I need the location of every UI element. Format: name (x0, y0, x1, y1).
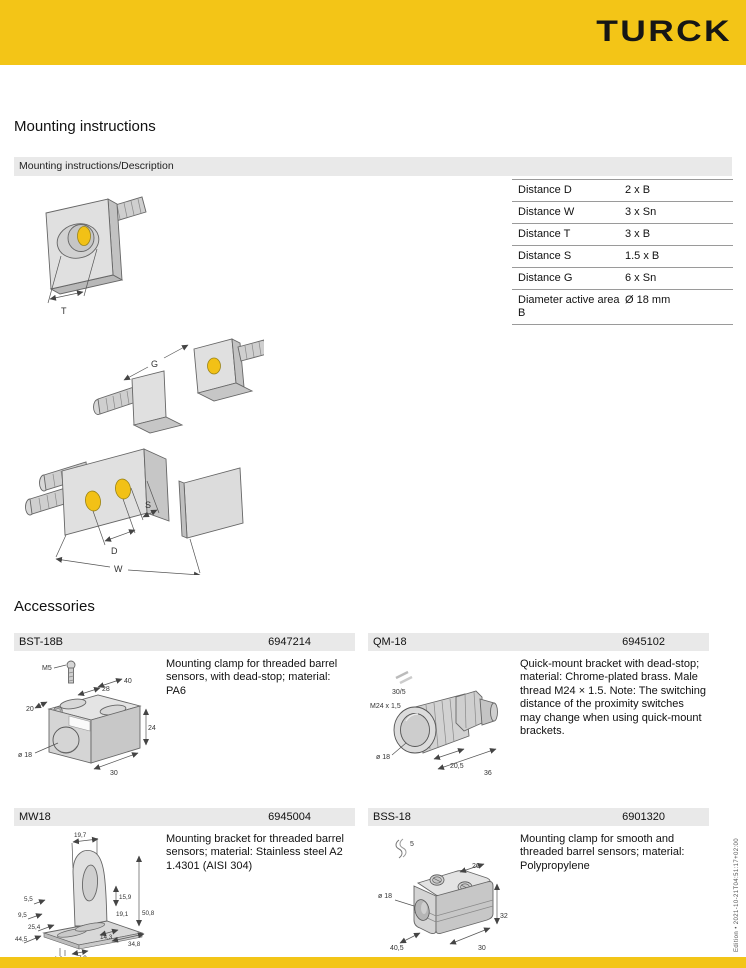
spec-value: Ø 18 mm (625, 294, 671, 306)
dim-label: M5 (42, 665, 52, 672)
dim-label: 15,9 (119, 894, 132, 901)
accessory-card-qm18 (368, 633, 709, 788)
accessory-body (14, 651, 355, 788)
table-row (512, 179, 733, 201)
spec-label: Distance D (518, 184, 572, 196)
dim-label: M24 x 1,5 (370, 703, 401, 710)
mounting-spec-table (512, 179, 733, 325)
accessory-card-bss18 (368, 808, 709, 963)
edition-note: Edition • 2021-10-21T04:51:17+02:00 (734, 837, 740, 952)
spec-label: Diameter active area B (518, 294, 620, 319)
dim-label: 40 (124, 678, 132, 685)
dim-label: 24 (148, 725, 156, 732)
dim-label-t: T (61, 306, 67, 316)
accessory-model: BST-18B (19, 636, 64, 648)
footer-brand-bar (0, 957, 746, 968)
dim-label: 40,5 (390, 945, 404, 952)
dim-label-s: S (145, 500, 152, 510)
accessory-model: MW18 (19, 811, 51, 823)
accessory-header (368, 808, 709, 826)
header-brand-bar (0, 0, 746, 65)
accessory-header (14, 808, 355, 826)
spec-value: 2 x B (625, 184, 651, 196)
accessory-body (368, 826, 709, 963)
qm18-drawing (368, 651, 520, 783)
table-row (512, 201, 733, 223)
page-title-mounting: Mounting instructions (14, 118, 156, 135)
dim-label: 30/5 (392, 689, 406, 696)
mounting-diagram (14, 183, 264, 575)
table-row (512, 289, 733, 325)
accessory-description: Quick-mount bracket with dead-stop; material: Chrome-plated brass. Male thread M24 × 1.5. Note: The switching distance of the proximity switches may change when using quick-mount brackets. (520, 658, 706, 738)
dim-label: 32 (500, 913, 508, 920)
mw18-drawing (14, 826, 166, 964)
dim-label-d: D (111, 546, 118, 556)
accessory-card-mw18 (14, 808, 355, 968)
dim-label: 20 (26, 706, 34, 713)
accessory-description: Mounting clamp for smooth and threaded barrel sensors; material: Polypropylene (520, 833, 685, 872)
page-title-accessories: Accessories (14, 598, 95, 615)
accessory-figure (14, 651, 166, 788)
accessory-description: Mounting clamp for threaded barrel sensors, with dead-stop; material: PA6 (166, 658, 338, 697)
spec-value: 3 x Sn (625, 206, 657, 218)
dim-label: 34,8 (128, 941, 141, 948)
accessory-header (14, 633, 355, 651)
accessory-figure (368, 826, 520, 963)
diagram-flush-mount (46, 197, 146, 316)
accessory-model: BSS-18 (373, 811, 411, 823)
diagram-side-by-side-mount (26, 449, 244, 575)
dim-label: ø 18 (378, 893, 393, 900)
dim-label: 5,5 (24, 896, 33, 903)
accessory-description: Mounting bracket for threaded barrel sensors; material: Stainless steel A2 1.4301 (AISI 304) (166, 833, 344, 872)
table-row (512, 245, 733, 267)
dim-label: 30 (110, 770, 118, 777)
dim-label: 14,3 (100, 934, 113, 941)
dim-label-w: W (114, 564, 123, 574)
section-bar-mounting: Mounting instructions/Description (14, 157, 732, 176)
accessory-ident-no: 6901320 (622, 811, 665, 823)
spec-label: Distance G (518, 272, 573, 284)
spec-value: 3 x B (625, 228, 651, 240)
accessory-ident-no: 6945102 (622, 636, 665, 648)
spec-value: 1.5 x B (625, 250, 660, 262)
table-row (512, 223, 733, 245)
accessory-figure (14, 826, 166, 968)
turck-logo: TURCK (596, 15, 732, 48)
spec-label: Distance S (518, 250, 572, 262)
dim-label: 28 (102, 686, 110, 693)
dim-label: 26 (472, 863, 480, 870)
accessory-figure (368, 651, 520, 788)
spec-label: Distance W (518, 206, 575, 218)
accessory-card-bst18b (14, 633, 355, 788)
accessory-ident-no: 6945004 (268, 811, 311, 823)
dim-label: ø 18 (376, 754, 391, 761)
dim-label: 9,5 (18, 912, 27, 919)
spec-label: Distance T (518, 228, 571, 240)
bst18b-drawing (14, 651, 166, 783)
dim-label: 20,5 (450, 763, 464, 770)
accessory-body (368, 651, 709, 788)
accessory-body (14, 826, 355, 968)
dim-label: 36 (484, 770, 492, 777)
dim-label-g: G (151, 359, 159, 369)
dim-label: ø 18 (18, 752, 33, 759)
dim-label: 30 (478, 945, 486, 952)
accessory-model: QM-18 (373, 636, 407, 648)
dim-label: 44,5 (15, 936, 28, 943)
spec-value: 6 x Sn (625, 272, 657, 284)
dim-label: 19,1 (116, 911, 129, 918)
dim-label: 5 (410, 841, 414, 848)
dim-label: 50,8 (142, 910, 155, 917)
accessory-header (368, 633, 709, 651)
dim-label: 25,4 (28, 924, 41, 931)
accessory-ident-no: 6947214 (268, 636, 311, 648)
bss18-drawing (368, 826, 520, 958)
dim-label: 19,7 (74, 832, 87, 839)
diagram-opposed-mount (94, 339, 265, 433)
table-row (512, 267, 733, 289)
